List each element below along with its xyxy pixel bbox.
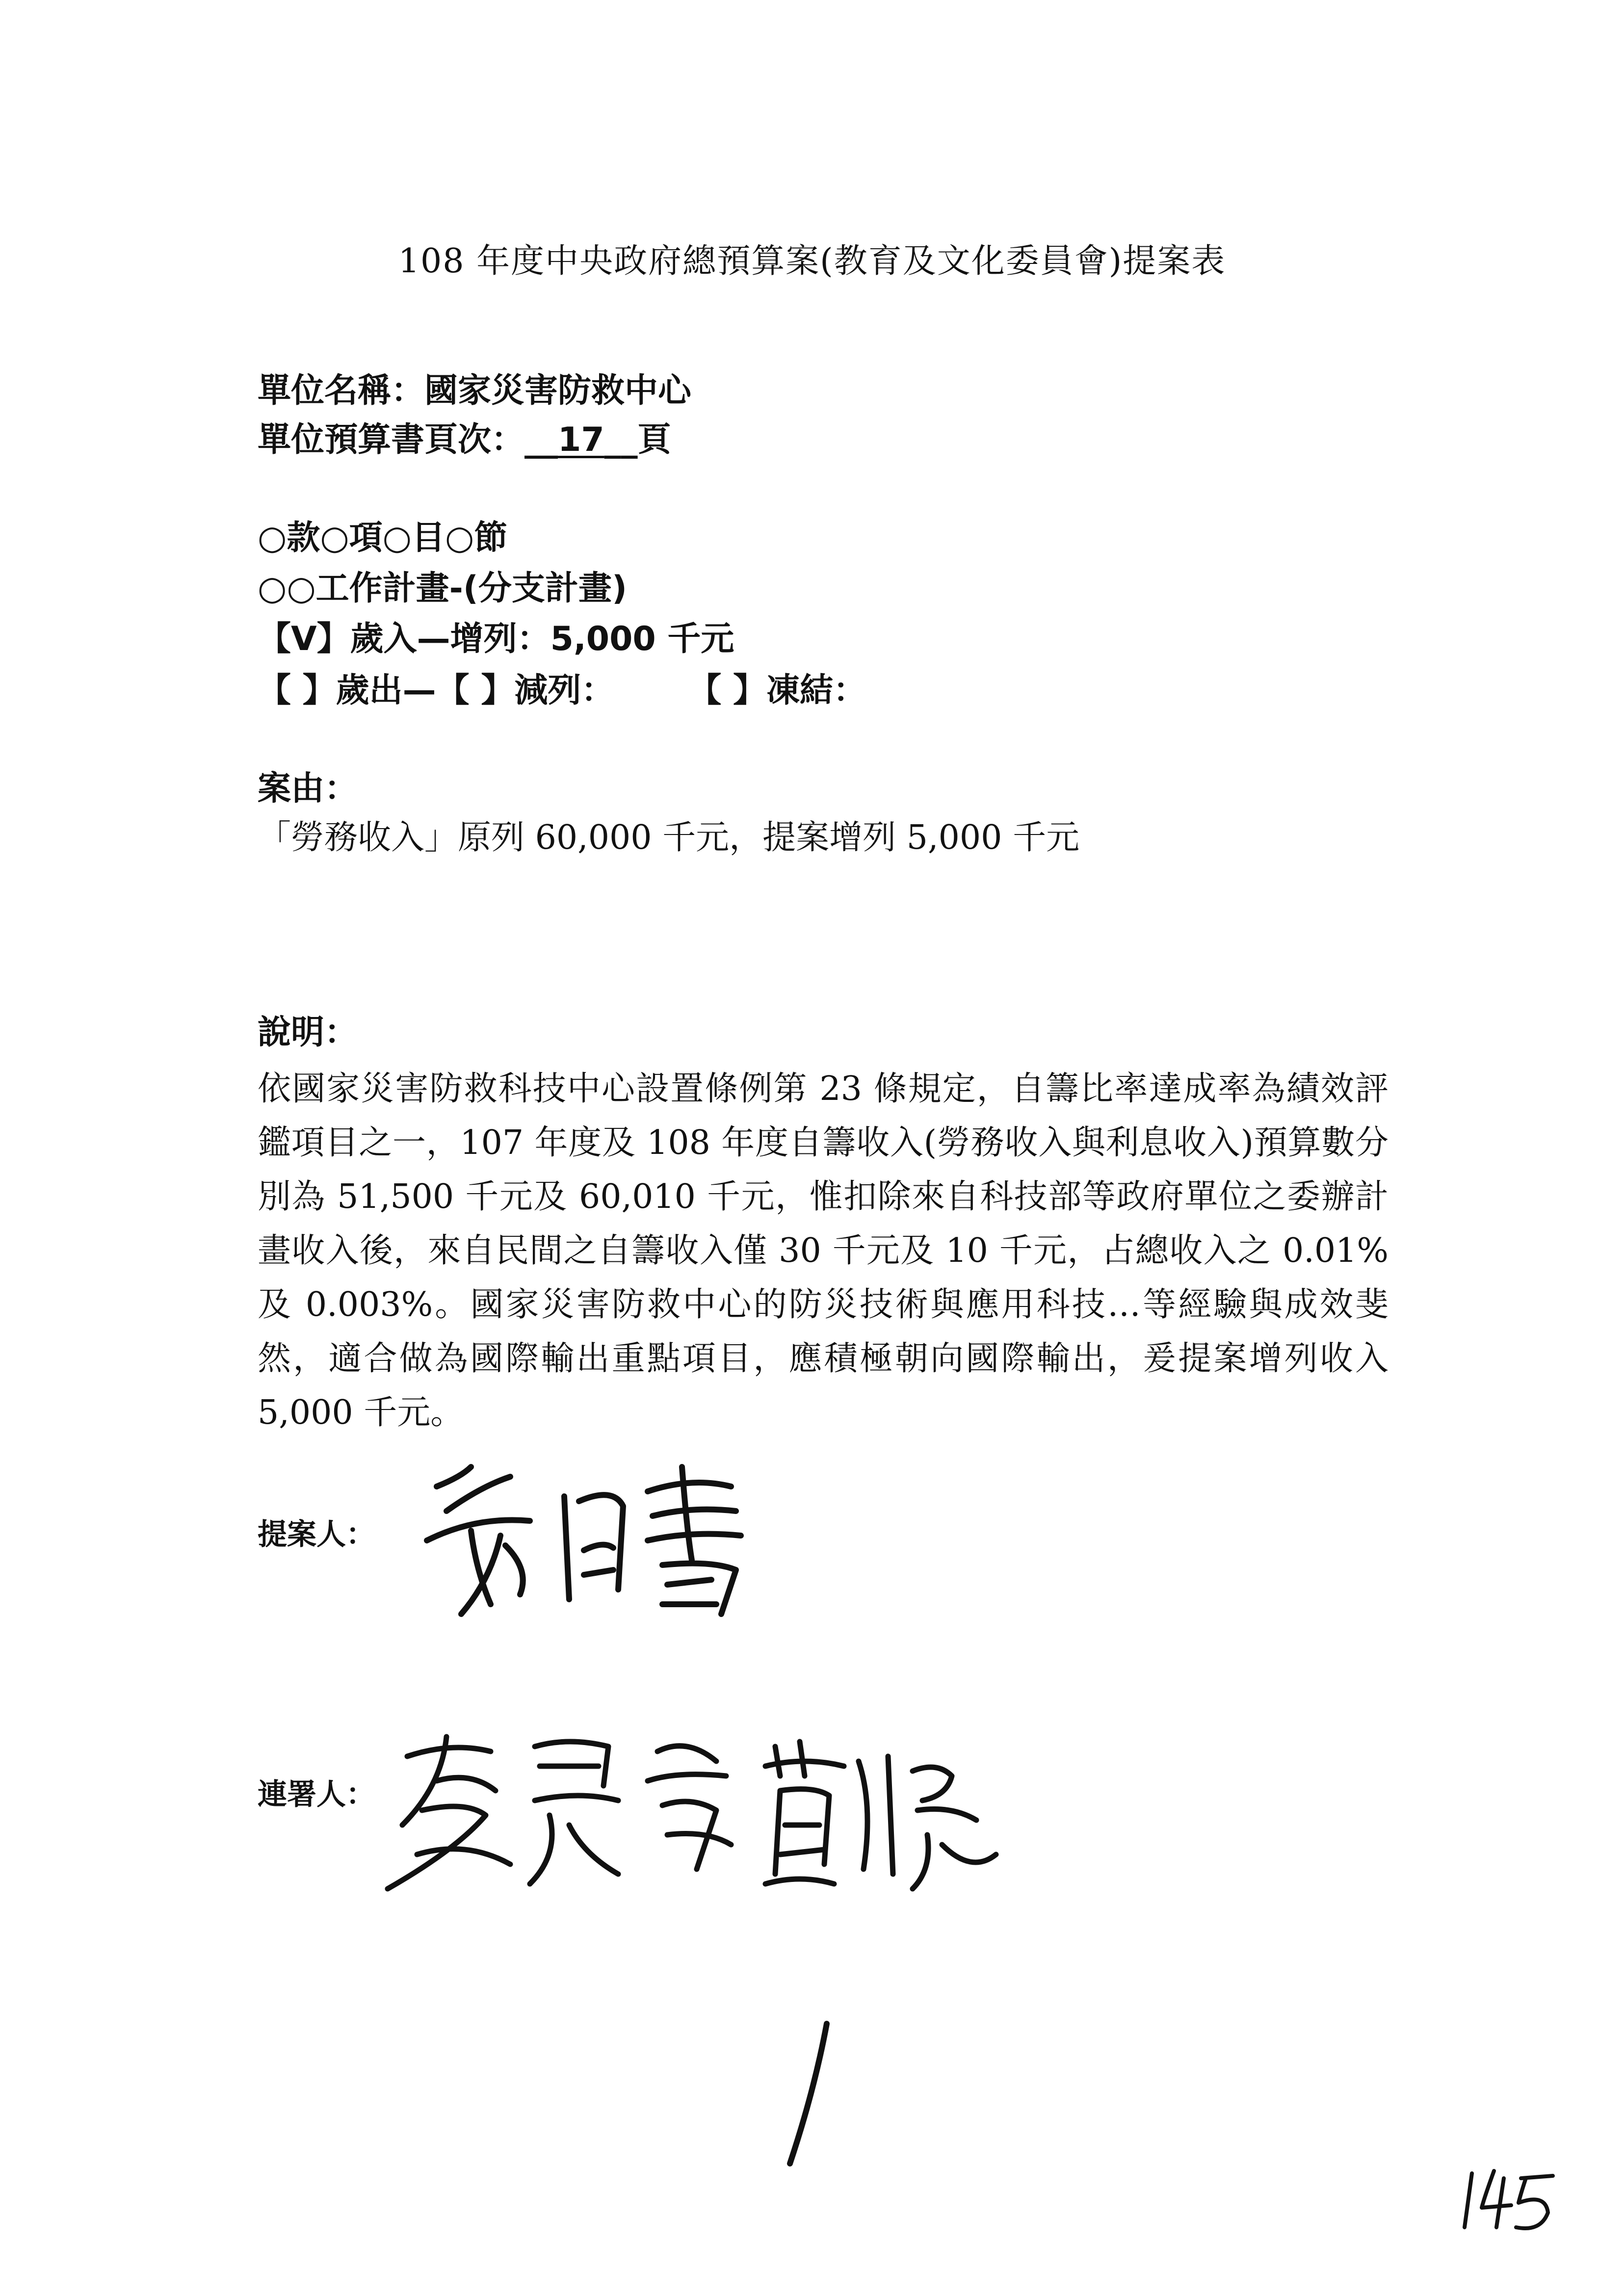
cosigner-signatures [373,1727,1021,1913]
unit-name-value: 國家災害防救中心 [424,371,692,410]
unit-page-line [258,413,671,461]
reason-label: 案由： [258,769,358,808]
explanation-label: 說明： [258,1013,358,1052]
handwritten-page-number [1457,2164,1575,2237]
unit-page-prefix: __ [524,420,558,459]
unit-page-number: 17 [558,420,604,459]
unit-name-label: 單位名稱： [258,371,425,410]
budget-expenditure-text: 【 】歲出—【 】減列： [258,671,615,710]
unit-page-suffix: __頁 [604,420,671,459]
explanation-text: 依國家災害防救科技中心設置條例第 23 條規定，自籌比率達成率為績效評鑑項目之一，107 年度及 108 年度自籌收入(勞務收入與利息收入)預算數分別為 51,500 千元及 60,010 千元，惟扣除來自科技部等政府單位之委辦計畫收入後，來自民間之自籌收入僅 30 千元及 10 千元，占總收入之 0.01%及 0.003%。國家災害防救中心的防災技術與應用科技…等經驗與成效斐然，適合做為國際輸出重點項目，應積極朝向國際輸出，爰提案增列收入 5,000 千元。 [258,1070,1388,1432]
reason-text: 「勞務收入」原列 60,000 千元，提案增列 5,000 千元 [258,818,1080,857]
document-title: 108 年度中央政府總預算案(教育及文化委員會)提案表 [398,242,1226,281]
proposer-label: 提案人： [258,1517,375,1552]
budget-plan-line: ○○工作計畫-(分支計畫) [258,569,628,608]
cosigners-label: 連署人： [258,1777,375,1812]
unit-page-label: 單位預算書頁次： [258,420,525,459]
budget-expenditure-line [258,664,866,711]
unit-name-line [258,364,691,412]
proposer-signature [417,1457,760,1624]
budget-revenue-line: 【V】歲入—增列：5,000 千元 [258,620,734,658]
budget-freeze-text: 【 】凍結： [688,671,867,710]
budget-item-line: ○款○項○目○節 [258,519,508,557]
handwritten-page-count-mark [780,2016,839,2173]
